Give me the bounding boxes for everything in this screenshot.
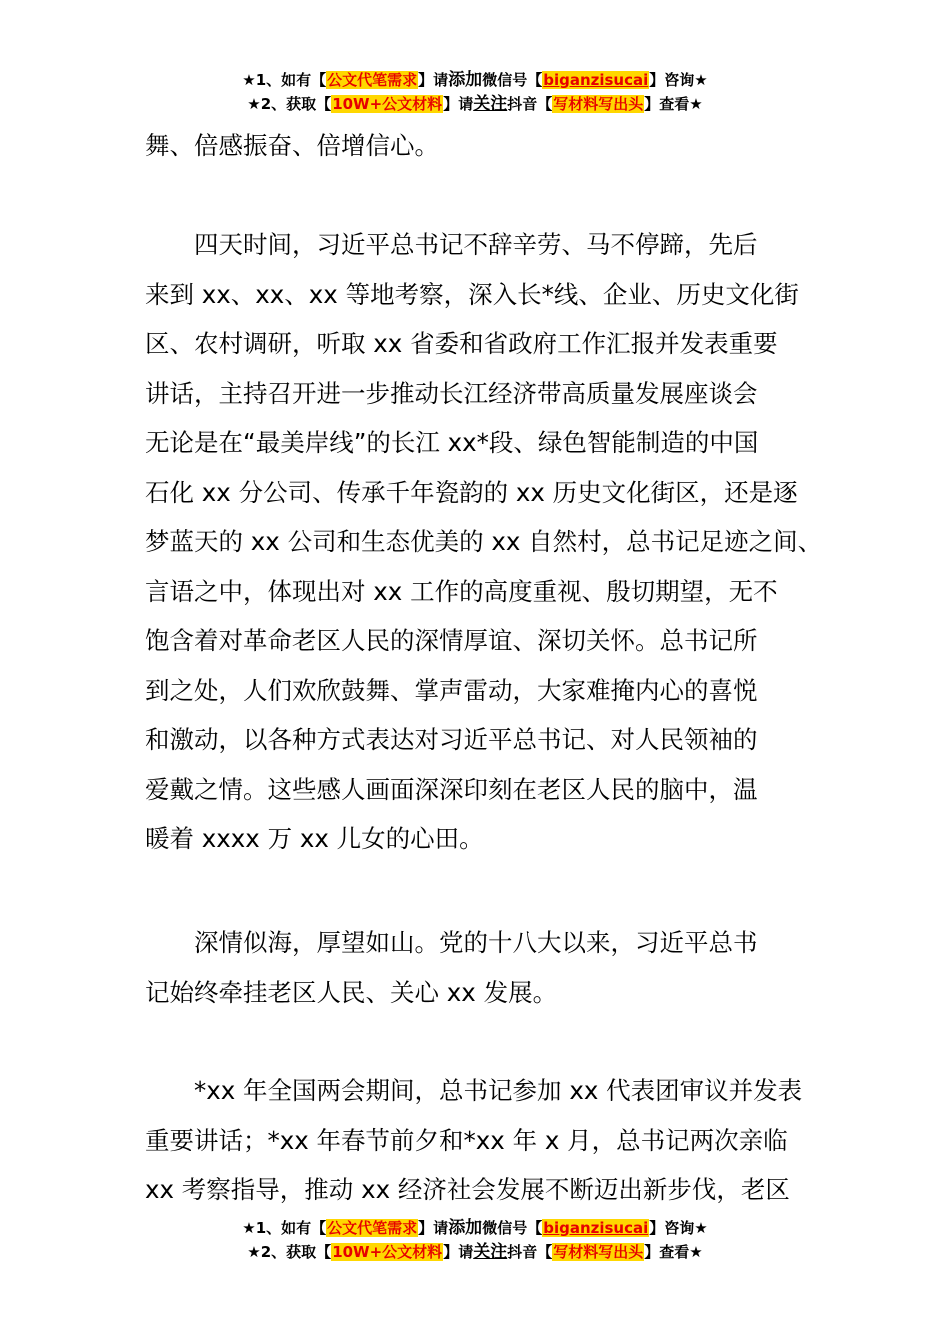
text-line: 讲话，主持召开进一步推动长江经济带高质量发展座谈会 [145, 378, 758, 408]
text-line: 无论是在“最美岸线”的长江 xx*段、绿色智能制造的中国 [145, 428, 759, 457]
paragraph-1 [145, 121, 810, 171]
promo-text: 抖音【 [507, 95, 553, 113]
footer-promo [0, 1216, 950, 1264]
promo-text: 】请 [418, 71, 449, 89]
promo-text: 】请 [443, 1243, 474, 1261]
text-line: xx 考察指导，推动 xx 经济社会发展不断迈出新步伐，老区 [145, 1175, 790, 1204]
star-icon: ★ [694, 1219, 708, 1237]
promo-text: 】咨询 [649, 1219, 695, 1237]
douyin-account-link[interactable]: 写材料写出头 [553, 1243, 644, 1261]
highlight-materials: 10W+公文材料 [332, 95, 443, 113]
promo-text: 微信号【 [482, 1219, 543, 1237]
promo-text: 1、如有【 [255, 71, 327, 89]
text-line: 饱含着对革命老区人民的深情厚谊、深切关怀。总书记所 [145, 626, 758, 655]
text-line: 暖着 xxxx 万 xx 儿女的心田。 [145, 824, 484, 853]
star-icon: ★ [242, 71, 256, 89]
text-line: 石化 xx 分公司、传承千年瓷韵的 xx 历史文化街区，还是逐 [145, 477, 798, 507]
promo-text: 】请 [443, 95, 474, 113]
text-line: 爱戴之情。这些感人画面深深印刻在老区人民的脑中，温 [145, 774, 758, 804]
text-line: 舞、倍感振奋、倍增信心。 [145, 131, 439, 160]
douyin-account-link[interactable]: 写材料写出头 [553, 95, 644, 113]
promo-text: 】请 [418, 1219, 449, 1237]
star-icon: ★ [689, 1243, 703, 1261]
paragraph-4 [145, 1066, 810, 1215]
header-promo [0, 68, 950, 116]
promo-text: 1、如有【 [255, 1219, 327, 1237]
paragraph-2 [145, 220, 823, 864]
promo-text: 2、获取【 [260, 1243, 332, 1261]
highlight-service: 公文代笔需求 [327, 71, 418, 89]
emphasis-text: 添加 [448, 70, 483, 90]
highlight-materials: 10W+公文材料 [332, 1243, 443, 1261]
emphasis-text: 关注 [473, 1242, 508, 1262]
text-line: 记始终牵挂老区人民、关心 xx 发展。 [145, 977, 558, 1007]
paragraph-3 [145, 918, 810, 1017]
wechat-id-link[interactable]: biganzisucai [543, 1219, 649, 1237]
promo-text: 2、获取【 [260, 95, 332, 113]
text-line: 四天时间，习近平总书记不辞辛劳、马不停蹄，先后 [145, 230, 758, 259]
promo-line-1 [0, 1216, 950, 1240]
text-line: 区、农村调研，听取 xx 省委和省政府工作汇报并发表重要 [145, 329, 778, 358]
promo-text: 】查看 [644, 1243, 690, 1261]
text-line: *xx 年全国两会期间，总书记参加 xx 代表团审议并发表 [145, 1076, 803, 1105]
promo-text: 】咨询 [649, 71, 695, 89]
text-line: 和激动，以各种方式表达对习近平总书记、对人民领袖的 [145, 725, 758, 754]
text-line: 到之处，人们欢欣鼓舞、掌声雷动，大家难掩内心的喜悦 [145, 675, 758, 705]
star-icon: ★ [242, 1219, 256, 1237]
star-icon: ★ [694, 71, 708, 89]
text-line: 言语之中，体现出对 xx 工作的高度重视、殷切期望，无不 [145, 576, 778, 606]
promo-text: 抖音【 [507, 1243, 553, 1261]
promo-text: 】查看 [644, 95, 690, 113]
wechat-id-link[interactable]: biganzisucai [543, 71, 649, 89]
text-line: 重要讲话；*xx 年春节前夕和*xx 年 x 月，总书记两次亲临 [145, 1125, 788, 1155]
promo-line-2 [0, 1240, 950, 1264]
text-line: 梦蓝天的 xx 公司和生态优美的 xx 自然村，总书记足迹之间、 [145, 527, 823, 556]
star-icon: ★ [247, 95, 261, 113]
star-icon: ★ [247, 1243, 261, 1261]
star-icon: ★ [689, 95, 703, 113]
promo-line-2 [0, 92, 950, 116]
text-line: 深情似海，厚望如山。党的十八大以来，习近平总书 [145, 928, 758, 957]
promo-text: 微信号【 [482, 71, 543, 89]
emphasis-text: 添加 [448, 1218, 483, 1238]
highlight-service: 公文代笔需求 [327, 1219, 418, 1237]
promo-line-1 [0, 68, 950, 92]
emphasis-text: 关注 [473, 94, 508, 114]
text-line: 来到 xx、xx、xx 等地考察，深入长*线、企业、历史文化街 [145, 279, 799, 309]
